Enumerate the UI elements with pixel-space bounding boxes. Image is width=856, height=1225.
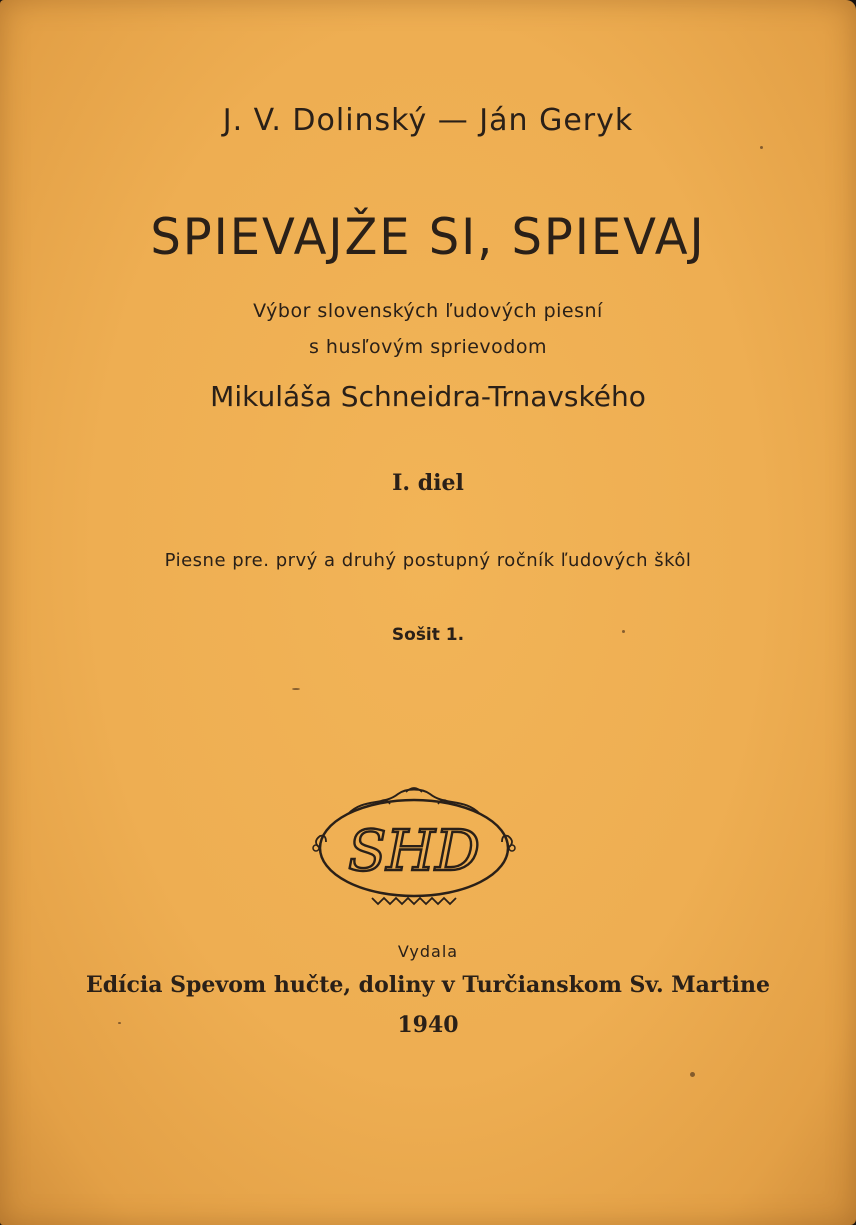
issue-label: Sošit 1. [391,625,465,645]
published-label: Vydala [397,942,459,961]
part-label: I. diel [392,470,464,496]
authors: J. V. Dolinský — Ján Geryk [222,103,634,138]
paper-speck [622,630,625,633]
paper-speck [760,146,763,149]
publisher-logo-icon [308,780,520,908]
paper-speck [690,1072,695,1077]
paper-speck [292,688,300,690]
logo-letters: SHD [347,819,481,884]
subtitle-line-2: s husľovým sprievodom [308,336,547,358]
paper-speck [118,1022,121,1024]
description: Piesne pre. prvý a druhý postupný ročník ľudových škôl [164,550,692,571]
publisher: Edícia Spevom hučte, doliny v Turčianskom Sv. Martine [85,972,771,998]
subtitle-line-1: Výbor slovenských ľudových piesní [253,300,603,322]
publication-year: 1940 [397,1012,459,1038]
composer: Mikuláša Schneidra-Trnavského [210,380,646,413]
book-title: SPIEVAJŽE SI, SPIEVAJ [150,208,706,266]
